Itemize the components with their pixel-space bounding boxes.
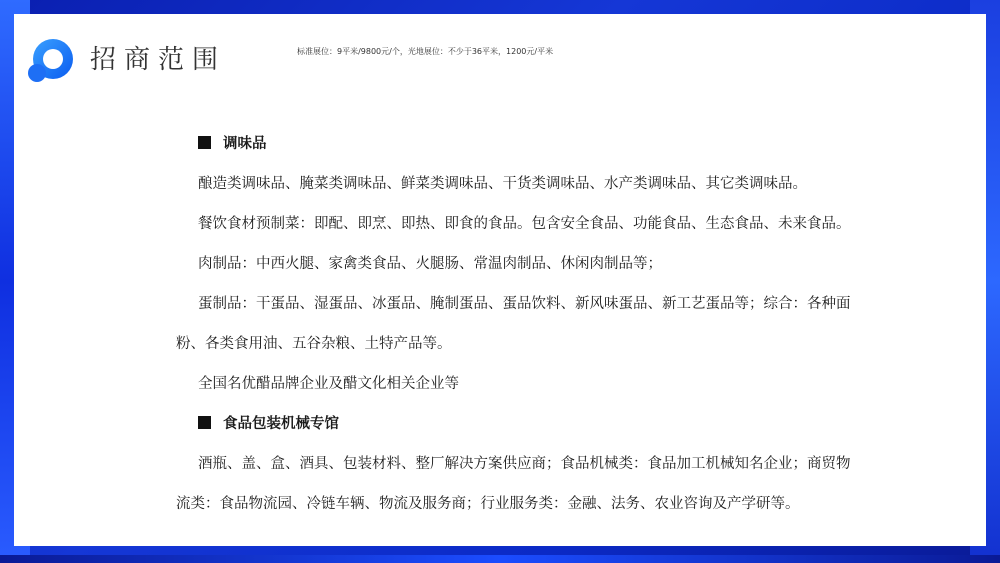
paragraph-line: 流类：食品物流园、冷链车辆、物流及服务商；行业服务类：金融、法务、农业咨询及产学研等。 bbox=[176, 496, 800, 512]
logo-icon bbox=[28, 38, 74, 84]
page-subtitle: 标准展位：9平米/9800元/个，光地展位：不少于36平米，1200元/平米 bbox=[297, 47, 554, 56]
section-heading bbox=[198, 412, 339, 433]
paragraph-line: 酒瓶、盖、盒、酒具、包装材料、整厂解决方案供应商；食品机械类：食品加工机械知名企业；商贸物 bbox=[198, 456, 851, 472]
paragraph-line: 酿造类调味品、腌菜类调味品、鲜菜类调味品、干货类调味品、水产类调味品、其它类调味品。 bbox=[198, 176, 807, 192]
paragraph-line: 全国名优醋品牌企业及醋文化相关企业等 bbox=[198, 376, 459, 392]
paragraph-line: 餐饮食材预制菜：即配、即烹、即热、即食的食品。包含安全食品、功能食品、生态食品、未来食品。 bbox=[198, 216, 851, 232]
square-bullet-icon bbox=[198, 416, 211, 429]
paragraph-line: 肉制品：中西火腿、家禽类食品、火腿肠、常温肉制品、休闲肉制品等； bbox=[198, 256, 662, 272]
section-heading bbox=[198, 132, 267, 153]
section-heading-text: 调味品 bbox=[223, 136, 267, 152]
paragraph-line: 粉、各类食用油、五谷杂粮、土特产品等。 bbox=[176, 336, 452, 352]
page-title: 招商范围 bbox=[90, 45, 227, 75]
paragraph-line: 蛋制品：干蛋品、湿蛋品、冰蛋品、腌制蛋品、蛋品饮料、新风味蛋品、新工艺蛋品等；综合：各种面 bbox=[198, 296, 851, 312]
section-heading-text: 食品包装机械专馆 bbox=[223, 416, 339, 432]
square-bullet-icon bbox=[198, 136, 211, 149]
bottom-bar bbox=[0, 555, 1000, 563]
slide-panel bbox=[14, 14, 986, 546]
